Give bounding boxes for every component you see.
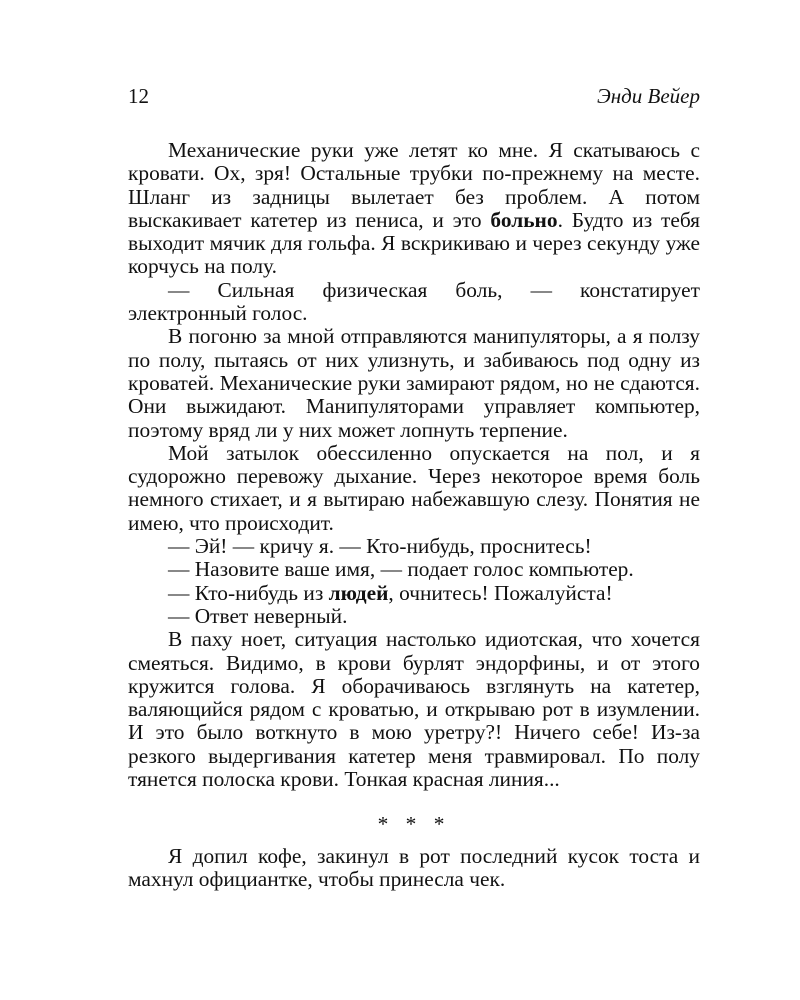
paragraph-3: В погоню за мной отправляются манипуляторы, а я ползу по полу, пытаясь от них улизнуть, и забиваюсь под одну из кроватей. Механические руки замирают рядом, но не сдаются. Они выжидают. Манипуляторами управляет компьютер, поэтому вряд ли у них может лопнуть терпение.	[128, 324, 700, 442]
emphasis-word: людей	[328, 580, 389, 605]
paragraph-1-part-1: Механические руки уже летят ко мне. Я скатываюсь с кровати. Ох, зря! Остальные трубки по-прежнему на месте. Шланг из задницы вылетает без проблем. А потом выскакивает катетер из пениса, и это	[128, 138, 700, 232]
paragraph-8: — Ответ неверный.	[168, 603, 348, 628]
running-head	[128, 84, 700, 112]
paragraph-7-part-1: — Кто-нибудь из	[168, 580, 329, 605]
author-name: Энди Вейер	[596, 84, 700, 108]
paragraph-6: — Назовите ваше имя, — подает голос компьютер.	[168, 557, 634, 582]
paragraph-5: — Эй! — кричу я. — Кто-нибудь, проснитесь!	[168, 534, 592, 559]
emphasis-word: больно	[490, 207, 558, 232]
paragraph-1	[128, 139, 700, 279]
paragraph-7	[128, 582, 700, 605]
paragraph-10: Я допил кофе, закинул в рот последний кусок тоста и махнул официантке, чтобы принесла чек.	[128, 843, 700, 891]
page-number: 12	[128, 84, 149, 108]
paragraph-7-part-2: , очнитесь! Пожалуйста!	[388, 580, 613, 605]
paragraph-9: В паху ноет, ситуация настолько идиотская, что хочется смеяться. Видимо, в крови бурлят эндорфины, и от этого кружится голова. Я оборачиваюсь взглянуть на катетер, валяющийся рядом с кроватью, и открываю рот в изумлении. И это было воткнуто в мою уретру?! Ничего себе! Из-за резкого выдергивания катетер меня травмировал. По полу тянется полоска крови. Тонкая красная линия...	[128, 627, 700, 792]
paragraph-2: — Сильная физическая боль, — констатирует электронный голос.	[128, 277, 700, 326]
paragraph-4: Мой затылок обессиленно опускается на пол, и я судорожно перевожу дыхание. Через некоторое время боль немного стихает, и я вытираю набежавшую слезу. Понятия не имею, что происходит.	[128, 440, 700, 535]
section-separator: * * *	[377, 812, 451, 837]
body-text	[128, 139, 700, 891]
paragraph-1-part-2: . Будто из тебя выходит мячик для гольфа. Я вскрикиваю и через секунду уже корчусь на полу.	[128, 207, 701, 279]
